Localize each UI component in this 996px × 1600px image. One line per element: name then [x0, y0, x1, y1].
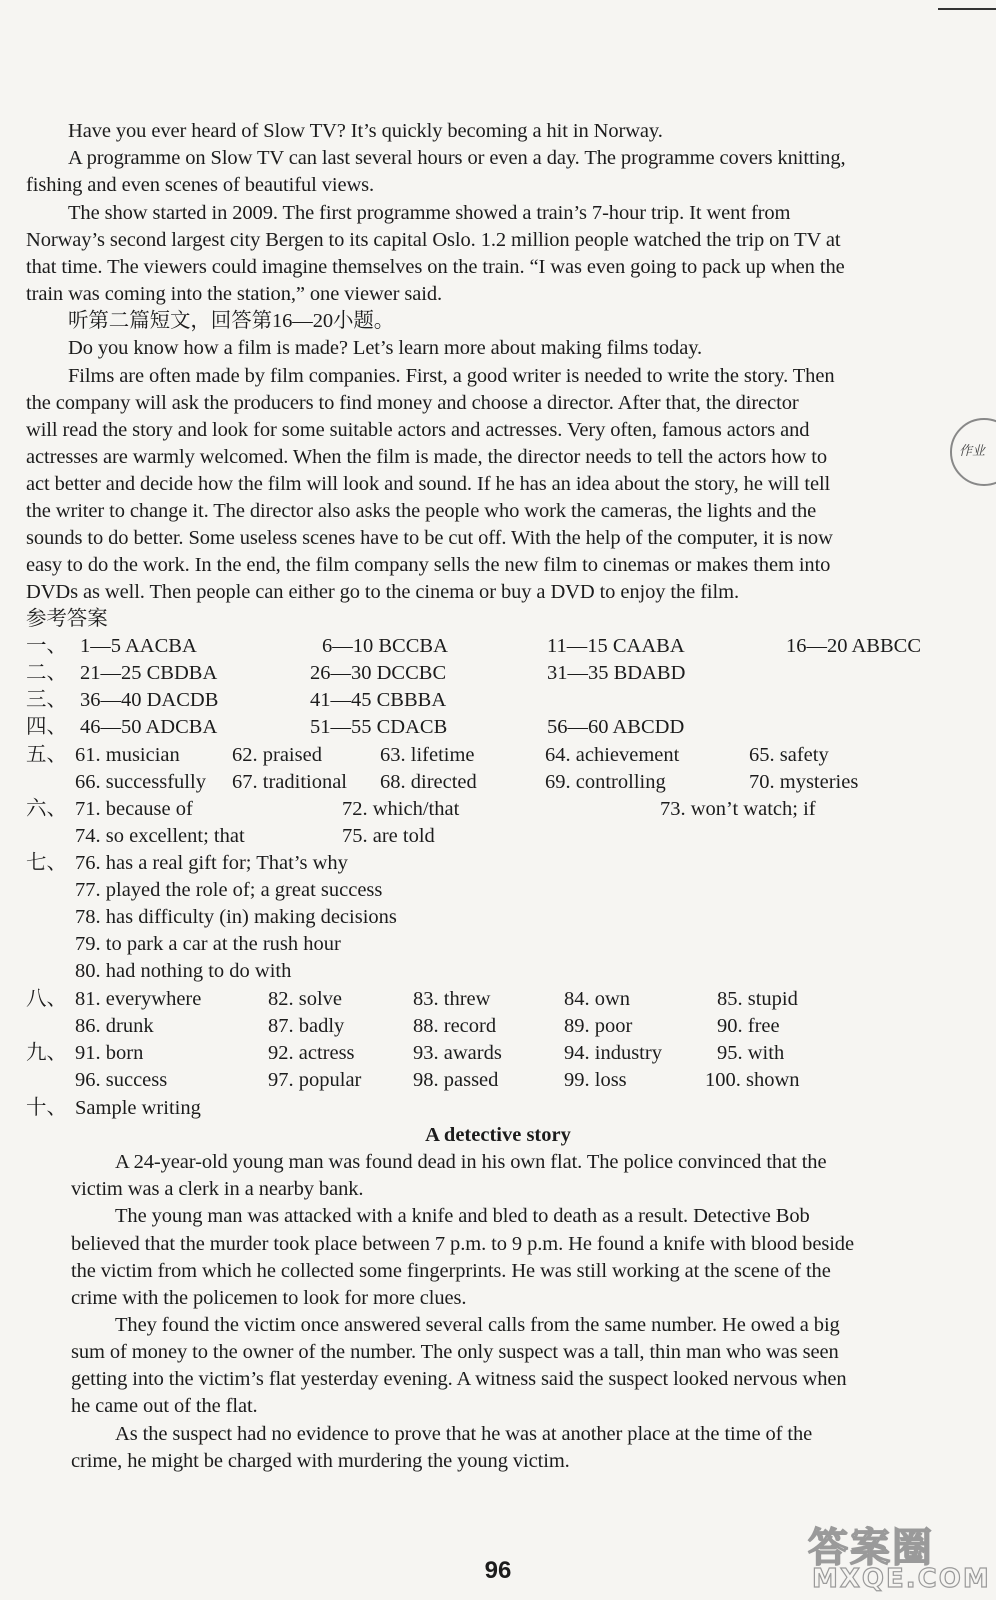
answer-item: 51—55 CDACB [310, 716, 448, 738]
answer-section-number: 七、 [26, 852, 67, 874]
essay-line: getting into the victim’s flat yesterday evening. A witness said the suspect looked nervous when [71, 1368, 847, 1390]
answer-item: 62. praised [232, 744, 322, 766]
answer-item: 21—25 CBDBA [80, 662, 218, 684]
answer-item: 95. with [717, 1042, 785, 1064]
answer-item: 83. threw [413, 988, 491, 1010]
answer-item: 80. had nothing to do with [75, 960, 292, 982]
answer-item: 74. so excellent; that [75, 825, 245, 847]
passage2-line: the writer to change it. The director also asks the people who work the cameras, the lights and the [26, 500, 817, 522]
essay-line: sum of money to the owner of the number. The only suspect was a tall, thin man who was seen [71, 1341, 839, 1363]
passage2-line: sounds to do better. Some useless scenes have to be cut off. With the help of the computer, it is now [26, 527, 833, 549]
answer-item: 72. which/that [342, 798, 460, 820]
answers-heading: 参考答案 [26, 608, 108, 630]
passage2-line: will read the story and look for some suitable actors and actresses. Very often, famous actors and [26, 419, 810, 441]
essay-line: victim was a clerk in a nearby bank. [71, 1178, 364, 1200]
answer-item: 76. has a real gift for; That’s why [75, 852, 348, 874]
essay-line: he came out of the flat. [71, 1395, 258, 1417]
answer-item: 26—30 DCCBC [310, 662, 447, 684]
answer-item: 36—40 DACDB [80, 689, 219, 711]
passage1-line: that time. The viewers could imagine themselves on the train. “I was even going to pack up when the [26, 256, 845, 278]
answer-item: 91. born [75, 1042, 144, 1064]
passage1-line: Have you ever heard of Slow TV? It’s quickly becoming a hit in Norway. [68, 120, 663, 142]
answer-item: 6—10 BCCBA [322, 635, 448, 657]
answer-section-number: 九、 [26, 1042, 67, 1064]
passage2-line: act better and decide how the film will look and sound. If he has an idea about the story, he will tell [26, 473, 831, 495]
answer-item: 86. drunk [75, 1015, 154, 1037]
answer-section-number: 五、 [26, 744, 67, 766]
passage1-line: Norway’s second largest city Bergen to its capital Oslo. 1.2 million people watched the trip on TV at [26, 229, 841, 251]
answer-item: 87. badly [268, 1015, 345, 1037]
essay-line: crime, he might be charged with murdering the young victim. [71, 1450, 570, 1472]
answer-item: 90. free [717, 1015, 780, 1037]
answer-item: 11—15 CAABA [547, 635, 685, 657]
answer-item: 65. safety [749, 744, 829, 766]
answer-item: 31—35 BDABD [547, 662, 686, 684]
top-edge-rule [938, 8, 996, 10]
homework-stamp-text: 作业 [959, 444, 986, 459]
answer-item: 82. solve [268, 988, 343, 1010]
essay-line: A 24-year-old young man was found dead in his own flat. The police convinced that the [115, 1151, 827, 1173]
answer-item: 99. loss [564, 1069, 627, 1091]
answer-item: 69. controlling [545, 771, 666, 793]
essay-line: The young man was attacked with a knife and bled to death as a result. Detective Bob [115, 1205, 810, 1227]
passage1-line: train was coming into the station,” one viewer said. [26, 283, 443, 305]
essay-title: A detective story [425, 1124, 571, 1146]
answer-item: 89. poor [564, 1015, 633, 1037]
answer-item: 56—60 ABCDD [547, 716, 685, 738]
passage2-line: actresses are warmly welcomed. When the film is made, the director needs to tell the actors how to [26, 446, 828, 468]
answer-item: 73. won’t watch; if [660, 798, 816, 820]
answer-item: 94. industry [564, 1042, 662, 1064]
answer-item: 81. everywhere [75, 988, 202, 1010]
answer-item: Sample writing [75, 1097, 201, 1119]
answer-item: 46—50 ADCBA [80, 716, 218, 738]
answer-item: 97. popular [268, 1069, 362, 1091]
answer-item: 93. awards [413, 1042, 502, 1064]
essay-line: They found the victim once answered several calls from the same number. He owed a big [115, 1314, 840, 1336]
answer-item: 100. shown [705, 1069, 800, 1091]
passage2-line: the company will ask the producers to find money and choose a director. After that, the director [26, 392, 799, 414]
answer-item: 85. stupid [717, 988, 798, 1010]
answer-item: 66. successfully [75, 771, 206, 793]
section-heading: 听第二篇短文，回答第16—20小题。 [68, 310, 395, 332]
watermark-logo: 答案圈 [808, 1525, 934, 1571]
answer-section-number: 四、 [26, 716, 67, 738]
answer-item: 77. played the role of; a great success [75, 879, 383, 901]
answer-item: 75. are told [342, 825, 435, 847]
answer-item: 70. mysteries [749, 771, 859, 793]
answer-item: 1—5 AACBA [80, 635, 197, 657]
answer-section-number: 十、 [26, 1097, 67, 1119]
answer-item: 92. actress [268, 1042, 355, 1064]
answer-item: 61. musician [75, 744, 180, 766]
answer-item: 41—45 CBBBA [310, 689, 447, 711]
answer-section-number: 三、 [26, 689, 67, 711]
passage1-line: A programme on Slow TV can last several hours or even a day. The programme covers knitting, [68, 147, 846, 169]
passage1-line: The show started in 2009. The first programme showed a train’s 7-hour trip. It went from [68, 202, 791, 224]
answer-section-number: 一、 [26, 635, 67, 657]
passage1-line: fishing and even scenes of beautiful views. [26, 174, 375, 196]
answer-item: 63. lifetime [380, 744, 475, 766]
answer-item: 67. traditional [232, 771, 348, 793]
answer-item: 78. has difficulty (in) making decisions [75, 906, 397, 928]
answer-item: 64. achievement [545, 744, 680, 766]
answer-item: 96. success [75, 1069, 168, 1091]
answer-section-number: 六、 [26, 798, 67, 820]
essay-line: crime with the policemen to look for more clues. [71, 1287, 467, 1309]
passage2-line: Films are often made by film companies. First, a good writer is needed to write the story. Then [68, 365, 835, 387]
passage2-line: easy to do the work. In the end, the film company sells the new film to cinemas or makes them into [26, 554, 831, 576]
answer-section-number: 二、 [26, 662, 67, 684]
essay-line: As the suspect had no evidence to prove that he was at another place at the time of the [115, 1423, 813, 1445]
answer-item: 68. directed [380, 771, 477, 793]
answer-item: 79. to park a car at the rush hour [75, 933, 341, 955]
passage2-line: Do you know how a film is made? Let’s learn more about making films today. [68, 337, 703, 359]
answer-item: 71. because of [75, 798, 193, 820]
answer-item: 98. passed [413, 1069, 499, 1091]
essay-line: the victim from which he collected some fingerprints. He was still working at the scene of the [71, 1260, 831, 1282]
answer-item: 88. record [413, 1015, 497, 1037]
answer-item: 84. own [564, 988, 631, 1010]
watermark-url: MXQE.COM [812, 1564, 991, 1594]
essay-line: believed that the murder took place between 7 p.m. to 9 p.m. He found a knife with blood beside [71, 1233, 854, 1255]
answer-section-number: 八、 [26, 988, 67, 1010]
passage2-line: DVDs as well. Then people can either go to the cinema or buy a DVD to enjoy the film. [26, 581, 739, 603]
answer-item: 16—20 ABBCC [786, 635, 921, 657]
page-number: 96 [484, 1557, 512, 1584]
